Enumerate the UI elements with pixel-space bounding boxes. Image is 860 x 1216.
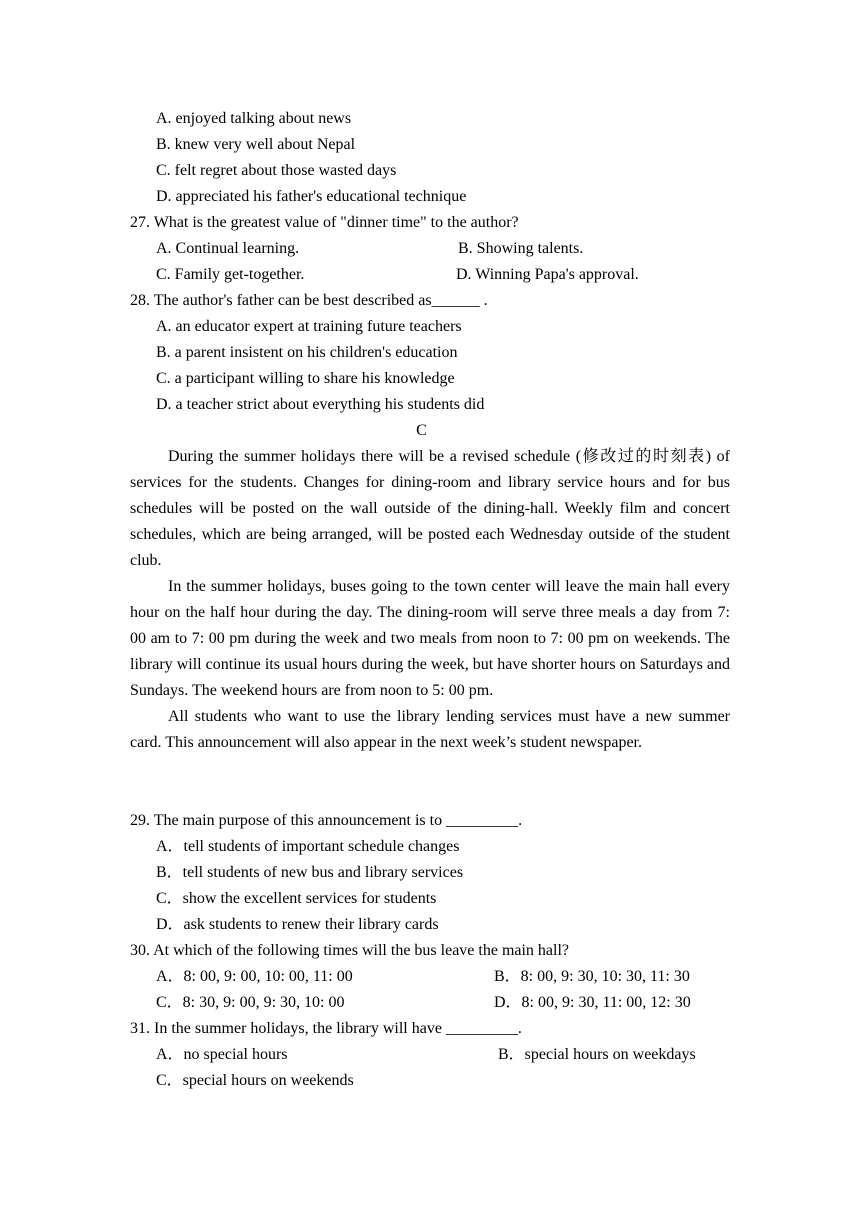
passage: [130, 444, 730, 756]
q29-option-b: B．tell students of new bus and library services: [156, 864, 464, 881]
q30-option-c: C．8: 30, 9: 00, 9: 30, 10: 00: [156, 994, 345, 1011]
q27-option-b: B. Showing talents.: [458, 240, 584, 257]
q27-option-d: D. Winning Papa's approval.: [456, 266, 639, 283]
passage-paragraph-2: In the summer holidays, buses going to the town center will leave the main hall every hour on the half hour during the day. The dining-room will serve three meals a day from 7: 00 am to 7: 00 pm during the week and two meals from noon to 7: 00 pm on weekends. The library will continue its usual hours during the week, but have shorter hours on Saturdays and Sundays. The weekend hours are from noon to 5: 00 pm.: [130, 578, 730, 699]
q30-option-d: D．8: 00, 9: 30, 11: 00, 12: 30: [494, 994, 691, 1011]
q30-option-b: B．8: 00, 9: 30, 10: 30, 11: 30: [494, 968, 690, 985]
q29-option-a: A．tell students of important schedule changes: [156, 838, 460, 855]
q26-option-b: B. knew very well about Nepal: [156, 136, 356, 153]
q27-option-c: C. Family get-together.: [156, 266, 305, 283]
q31-option-b: B．special hours on weekdays: [498, 1046, 696, 1063]
q27-stem: 27. What is the greatest value of "dinner time" to the author?: [130, 214, 519, 231]
q26-option-c: C. felt regret about those wasted days: [156, 162, 397, 179]
q29-stem: 29. The main purpose of this announcement is to _________.: [130, 812, 523, 829]
q30-stem: 30. At which of the following times will the bus leave the main hall?: [130, 942, 570, 959]
passage-paragraph-3: All students who want to use the library lending services must have a new summer card. This announcement will also appear in the next week’s student newspaper.: [130, 708, 730, 751]
q26-option-a: A. enjoyed talking about news: [156, 110, 352, 127]
q31-stem: 31. In the summer holidays, the library will have _________.: [130, 1020, 522, 1037]
q29-option-c: C．show the excellent services for students: [156, 890, 437, 907]
q29-option-d: D．ask students to renew their library cards: [156, 916, 439, 933]
q31-option-a: A．no special hours: [156, 1046, 288, 1063]
q28-option-a: A. an educator expert at training future teachers: [156, 318, 462, 335]
q30-option-a: A．8: 00, 9: 00, 10: 00, 11: 00: [156, 968, 353, 985]
q28-option-c: C. a participant willing to share his knowledge: [156, 370, 455, 387]
section-heading: C: [416, 422, 427, 439]
q31-option-c: C．special hours on weekends: [156, 1072, 354, 1089]
q26-option-d: D. appreciated his father's educational technique: [156, 188, 467, 205]
q28-option-b: B. a parent insistent on his children's education: [156, 344, 458, 361]
q28-stem: 28. The author's father can be best described as______ .: [130, 292, 488, 309]
q27-option-a: A. Continual learning.: [156, 240, 300, 257]
passage-paragraph-1: During the summer holidays there will be a revised schedule (修改过的时刻表) of services for the students. Changes for dining-room and library service hours and for bus schedules will be posted on the wall outside of the dining-hall. Weekly film and concert schedules, which are being arranged, will be posted each Wednesday outside of the student club.: [130, 448, 730, 569]
q28-option-d: D. a teacher strict about everything his students did: [156, 396, 485, 413]
